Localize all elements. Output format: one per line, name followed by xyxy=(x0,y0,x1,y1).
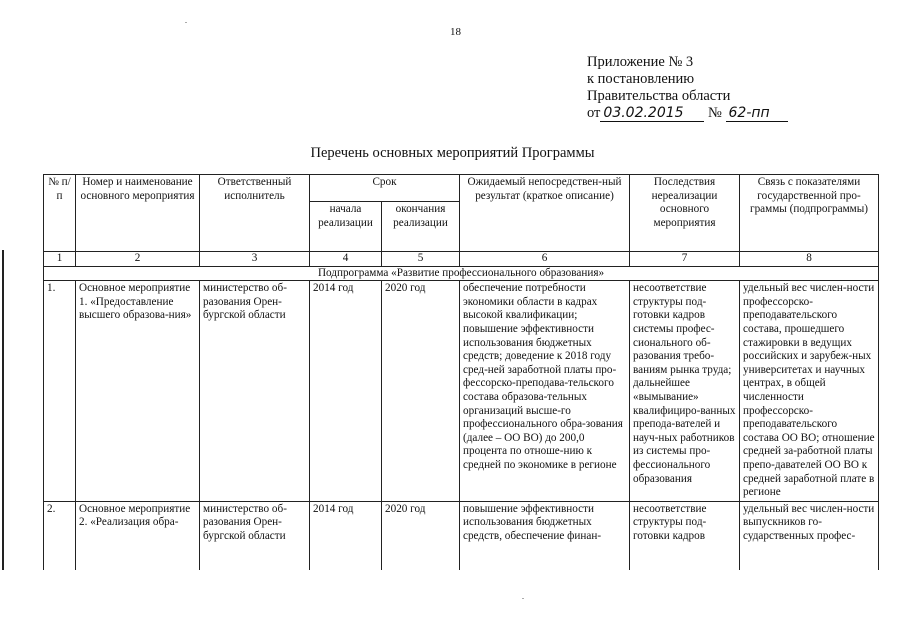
header-indicators: Связь с показателями государственной про-граммы (подпрограммы) xyxy=(740,175,879,252)
row-executor: министерство об-разования Орен-бургской области xyxy=(200,281,310,502)
appendix-line-2: к постановлению xyxy=(587,71,695,87)
row-end: 2020 год xyxy=(382,501,460,578)
row-result: обеспечение потребности экономики области в кадрах высокой квалификации; повышение эффективности использования бюджетных средств; доведение к 2018 году сред-ней заработной платы про-фессорско-преподава-тельского состава образова-тельных организаций высше-го профессионального обра-зования (далее – ОО ВО) до 200,0 процента по отноше-нию к средней по экономике в регионе xyxy=(460,281,630,502)
header-row-1 xyxy=(44,175,879,202)
handwritten-date: 03.02.2015 xyxy=(600,106,704,122)
row-consequences: несоответствие структуры под-готовки кадров системы профес-сионального об-разования требо-ваниям рынка труда; дальнейшее «вымывание» квалифициро-ванных препода-вателей и науч-ных работников из системы про-фессионального образования xyxy=(630,281,740,502)
row-consequences: несоответствие структуры под-готовки кадров xyxy=(630,501,740,578)
row-number: 2. xyxy=(44,501,76,578)
column-number: 2 xyxy=(76,252,200,267)
subprogram-title: Подпрограмма «Развитие профессионального образования» xyxy=(44,266,879,281)
header-num: № п/п xyxy=(44,175,76,252)
document-title: Перечень основных мероприятий Программы xyxy=(310,145,595,161)
table-row xyxy=(44,281,879,502)
header-result: Ожидаемый непосредствен-ный результат (краткое описание) xyxy=(460,175,630,252)
row-start: 2014 год xyxy=(310,501,382,578)
scan-speck xyxy=(185,22,187,23)
header-name: Номер и наименование основного мероприятия xyxy=(76,175,200,252)
appendix-line-1: Приложение № 3 xyxy=(587,54,694,70)
page-bottom-margin xyxy=(0,570,905,640)
subprogram-row xyxy=(44,266,879,281)
date-prefix: от xyxy=(587,105,601,121)
scan-speck xyxy=(522,598,524,599)
header-srok: Срок xyxy=(310,175,460,202)
row-number: 1. xyxy=(44,281,76,502)
header-consequences: Последствия нереализации основного мероприятия xyxy=(630,175,740,252)
page-number: 18 xyxy=(450,26,461,38)
column-number: 5 xyxy=(382,252,460,267)
row-measure-name: Основное мероприятие 1. «Предоставление высшего образова-ния» xyxy=(76,281,200,502)
measures-table xyxy=(43,174,879,579)
column-number: 7 xyxy=(630,252,740,267)
header-executor: Ответственный исполнитель xyxy=(200,175,310,252)
header-end: окончания реализации xyxy=(382,202,460,252)
appendix-line-3: Правительства области xyxy=(587,88,731,104)
row-indicators: удельный вес числен-ности выпускников го-сударственных профес- xyxy=(740,501,879,578)
appendix-header xyxy=(587,54,788,122)
table-row xyxy=(44,501,879,578)
column-numbers-row xyxy=(44,252,879,267)
header-start: начала реализации xyxy=(310,202,382,252)
handwritten-number: 62-пп xyxy=(726,106,788,122)
row-indicators: удельный вес числен-ности профессорско-преподавательского состава, прошедшего стажировки в ведущих российских и зарубеж-ных университетах и научных центрах, в общей численности профессорско-преподавательского состава ОО ВО; отношение средней за-работной платы препо-давателей ОО ВО к средней заработной плате в регионе xyxy=(740,281,879,502)
column-number: 6 xyxy=(460,252,630,267)
appendix-date-line xyxy=(587,105,788,122)
column-number: 4 xyxy=(310,252,382,267)
row-start: 2014 год xyxy=(310,281,382,502)
column-number: 3 xyxy=(200,252,310,267)
row-end: 2020 год xyxy=(382,281,460,502)
row-measure-name: Основное мероприятие 2. «Реализация обра- xyxy=(76,501,200,578)
row-executor: министерство об-разования Орен-бургской области xyxy=(200,501,310,578)
column-number: 1 xyxy=(44,252,76,267)
row-result: повышение эффективности использования бюджетных средств, обеспечение финан- xyxy=(460,501,630,578)
column-number: 8 xyxy=(740,252,879,267)
number-prefix: № xyxy=(708,105,722,121)
